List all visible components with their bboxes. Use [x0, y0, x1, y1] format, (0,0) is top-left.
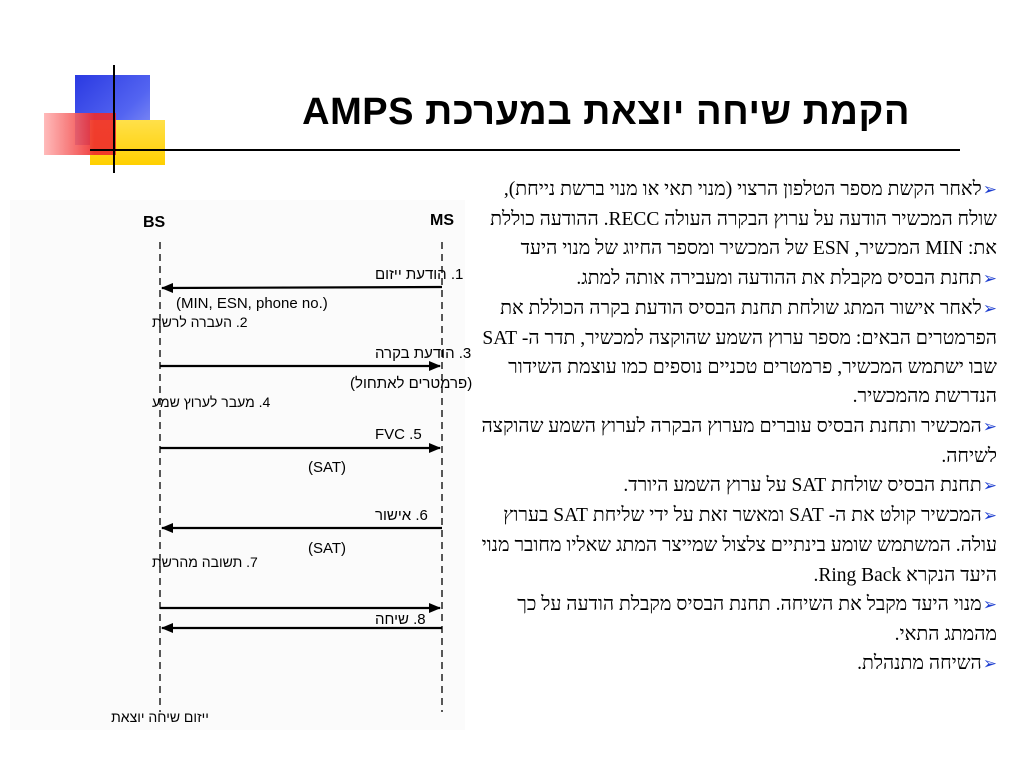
message-label: 6. אישור [375, 507, 428, 524]
bullet-item: ➢המכשיר קולט את ה- SAT ומאשר זאת על ידי שליחת SAT בערוץ עולה. המשתמש שומע בינתיים צלצול שמייצר המתג שאליו מחובר מנוי היעד הנקרא Ring Back. [481, 505, 997, 586]
message-arrow [162, 287, 442, 288]
message-label: 3. הודעת בקרה [375, 345, 472, 362]
message-label: 5. FVC [375, 426, 422, 443]
bullet-item: ➢לאחר הקשת מספר הטלפון הרצוי (מנוי תאי או מנוי ברשת נייחת), שולח המכשיר הודעה על ערוץ הבקרה העולה RECC. ההודעה כוללת את: MIN המכשיר, ESN של המכשיר ומספר החיוג של מנוי היעד [490, 179, 997, 260]
call-setup-sequence-diagram [10, 200, 473, 730]
message-label: 1. הודעת ייזום [375, 266, 464, 283]
bullet-item: ➢מנוי היעד מקבל את השיחה. תחנת הבסיס מקבלת הודעה על כך מהמתג התאי. [517, 593, 997, 646]
arrow-bullet-icon: ➢ [982, 416, 997, 437]
title-underline [90, 149, 960, 151]
arrow-bullet-icon: ➢ [982, 594, 997, 615]
bullet-item: ➢לאחר אישור המתג שולחת תחנת הבסיס הודעת בקרה הכוללת את הפרמטרים הבאים: מספר ערוץ השמע שהוקצה למכשיר, תדר ה- SAT שבו ישתמש המכשיר, פרמטרים טכניים נוספים כמו עוצמת השידור הנדרשת מהמכשיר. [482, 297, 997, 408]
message-sub: (SAT) [308, 459, 347, 476]
decor-vertical-line [113, 65, 115, 173]
message-sub: (MIN, ESN, phone no.) [176, 295, 328, 312]
bullet-item: ➢המכשיר ותחנת הבסיס עוברים מערוץ הבקרה לערוץ השמע שהוקצה לשיחה. [481, 415, 997, 467]
message-sub: (SAT) [308, 540, 347, 557]
arrow-bullet-icon: ➢ [982, 180, 997, 200]
bs-label: BS [143, 214, 166, 231]
side-note: 2. העברה לרשת [152, 314, 248, 330]
arrow-bullet-icon: ➢ [982, 476, 997, 497]
page-title: הקמת שיחה יוצאת במערכת AMPS [302, 91, 910, 133]
bullet-item: ➢השיחה מתנהלת. [857, 653, 997, 675]
arrow-bullet-icon: ➢ [982, 298, 997, 319]
arrow-bullet-icon: ➢ [982, 654, 997, 675]
side-note: 4. מעבר לערוץ שמע [152, 394, 271, 410]
ms-label: MS [430, 212, 454, 229]
message-label: 8. שיחה [375, 611, 426, 628]
diagram-caption: ייזום שיחה יוצאת [111, 709, 209, 725]
bullet-item: ➢תחנת הבסיס שולחת SAT על ערוץ השמע היורד. [623, 475, 997, 497]
side-note: 7. תשובה מהרשת [152, 554, 258, 570]
arrow-bullet-icon: ➢ [982, 268, 997, 289]
bullet-list [460, 175, 997, 679]
message-sub: (פרמטרים לאתחול) [350, 375, 473, 392]
arrow-bullet-icon: ➢ [982, 506, 997, 527]
bullet-item: ➢תחנת הבסיס מקבלת את ההודעה ומעבירה אותה למתג. [576, 267, 997, 289]
